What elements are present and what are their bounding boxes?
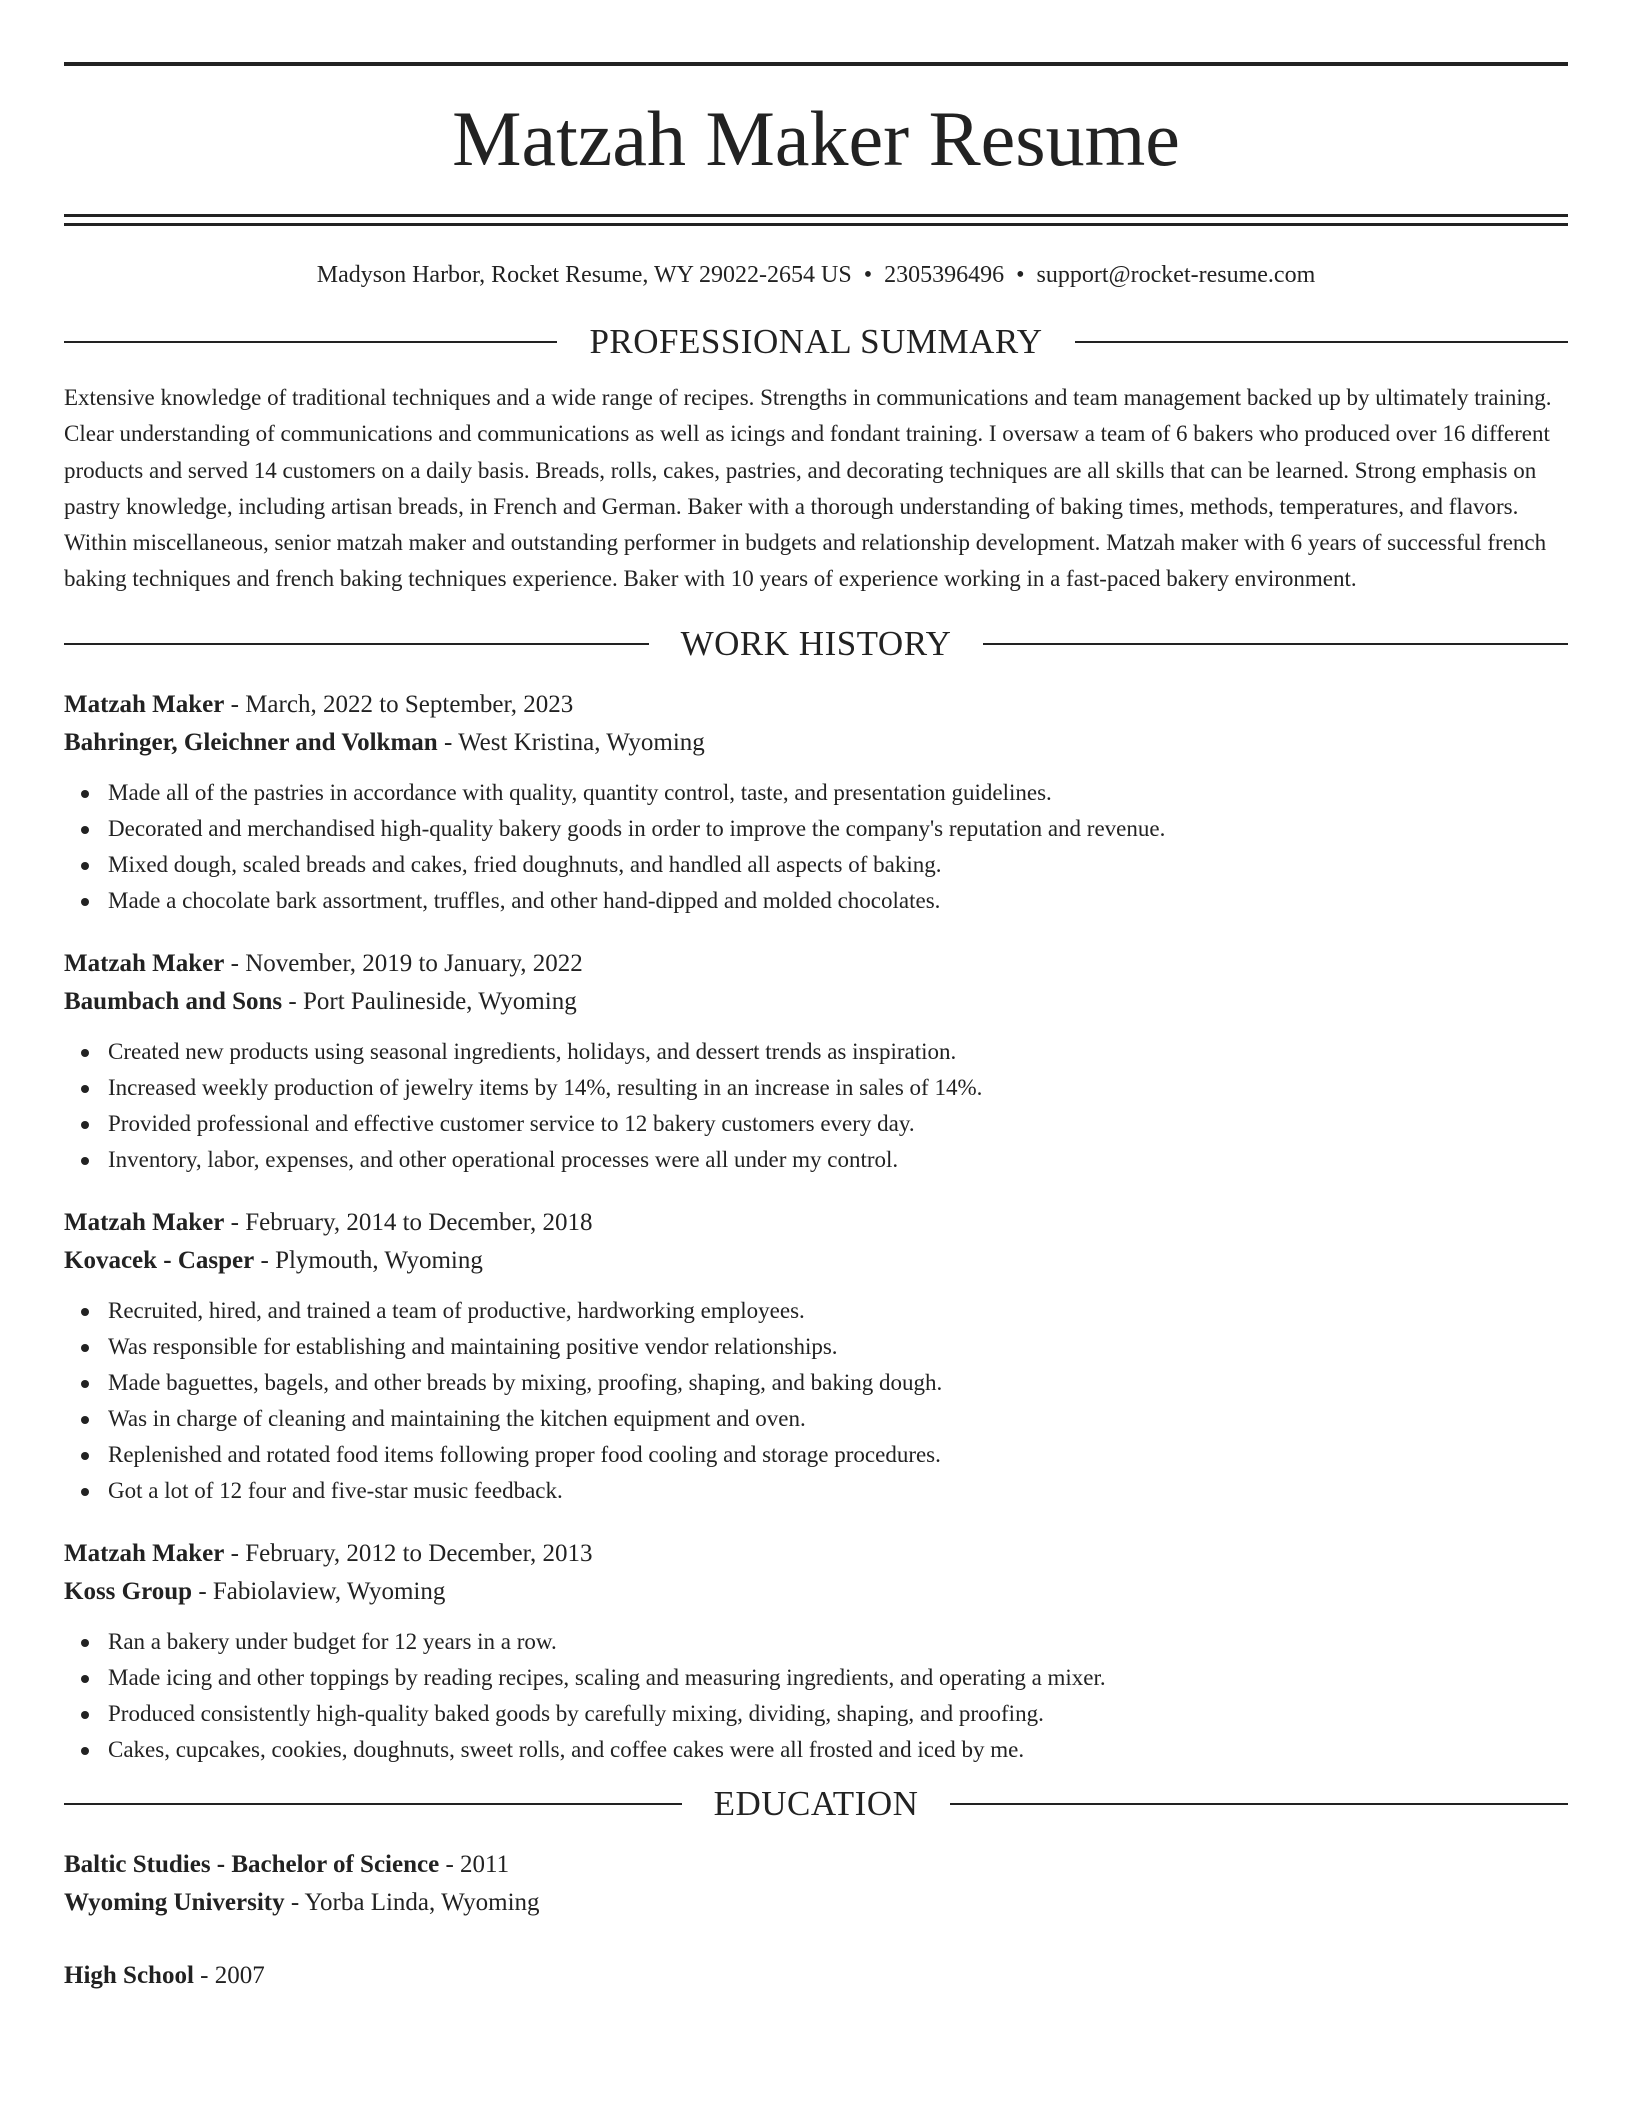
job-bullet: Increased weekly production of jewelry items by 14%, resulting in an increase in sales of 14%.	[64, 1070, 1568, 1106]
job-bullet: Mixed dough, scaled breads and cakes, fried doughnuts, and handled all aspects of baking.	[64, 847, 1568, 883]
contact-address: Madyson Harbor, Rocket Resume, WY 29022-2654 US	[316, 262, 852, 288]
job-entry	[64, 945, 1568, 1178]
job-bullet: Got a lot of 12 four and five-star music feedback.	[64, 1473, 1568, 1509]
contact-separator: •	[863, 262, 873, 288]
heading-rule-right	[950, 1803, 1568, 1805]
job-bullet: Created new products using seasonal ingredients, holidays, and dessert trends as inspiration.	[64, 1034, 1568, 1070]
professional-summary-text: Extensive knowledge of traditional techniques and a wide range of recipes. Strengths in communications and team management backed up by ultimately training. Clear understanding of communications and communications as well as icings and fondant training. I oversaw a team of 6 bakers who produced over 16 different products and served 14 customers on a daily basis. Breads, rolls, cakes, pastries, and decorating techniques are all skills that can be learned. Strong emphasis on pastry knowledge, including artisan breads, in French and German. Baker with a thorough understanding of baking times, methods, temperatures, and flavors. Within miscellaneous, senior matzah maker and outstanding performer in budgets and relationship development. Matzah maker with 6 years of successful french baking techniques and french baking techniques experience. Baker with 10 years of experience working in a fast-paced bakery environment.	[64, 385, 1552, 592]
title-rule-upper	[64, 214, 1568, 217]
job-location: - West Kristina, Wyoming	[437, 729, 705, 757]
job-dates: - February, 2014 to December, 2018	[224, 1208, 593, 1236]
job-entry	[64, 1535, 1568, 1768]
title-rule-lower	[64, 223, 1568, 226]
contact-phone: 2305396496	[884, 262, 1005, 288]
education-heading-label: EDUCATION	[713, 1783, 919, 1823]
resume-title: Matzah Maker Resume	[452, 95, 1180, 182]
job-bullet: Ran a bakery under budget for 12 years in a row.	[64, 1624, 1568, 1660]
job-bullet: Cakes, cupcakes, cookies, doughnuts, sweet rolls, and coffee cakes were all frosted and iced by me.	[64, 1732, 1568, 1768]
job-employer-line	[64, 1573, 1568, 1612]
education-school-line	[64, 1884, 1568, 1923]
job-employer: Bahringer, Gleichner and Volkman	[64, 729, 438, 757]
heading-rule-right	[1075, 341, 1568, 343]
job-bullet: Recruited, hired, and trained a team of productive, hardworking employees.	[64, 1293, 1568, 1329]
top-rule	[64, 62, 1568, 66]
job-bullet-list	[64, 1624, 1568, 1768]
education-school: Wyoming University	[64, 1889, 285, 1917]
job-title: Matzah Maker	[64, 690, 225, 718]
work-history-list	[64, 686, 1568, 1768]
job-dates: - March, 2022 to September, 2023	[224, 690, 574, 718]
job-dates: - November, 2019 to January, 2022	[224, 949, 583, 977]
job-location: - Port Paulineside, Wyoming	[282, 988, 577, 1016]
education-section-heading	[64, 1782, 1568, 1826]
heading-rule-left	[64, 1803, 682, 1805]
work-section-heading	[64, 622, 1568, 666]
job-title: Matzah Maker	[64, 949, 225, 977]
education-degree-line	[64, 1957, 1568, 1996]
job-bullet: Was in charge of cleaning and maintaining the kitchen equipment and oven.	[64, 1401, 1568, 1437]
job-employer: Kovacek - Casper	[64, 1247, 255, 1275]
work-heading-label: WORK HISTORY	[680, 623, 952, 663]
job-bullet-list	[64, 775, 1568, 919]
job-title: Matzah Maker	[64, 1208, 225, 1236]
resume-page	[64, 0, 1568, 1995]
job-entry	[64, 686, 1568, 919]
heading-rule-left	[64, 341, 557, 343]
job-employer-line	[64, 983, 1568, 1022]
job-location: - Plymouth, Wyoming	[254, 1247, 483, 1275]
contact-email: support@rocket-resume.com	[1036, 262, 1316, 288]
job-bullet-list	[64, 1034, 1568, 1178]
education-location: - Yorba Linda, Wyoming	[284, 1889, 540, 1917]
education-degree: Baltic Studies - Bachelor of Science	[64, 1850, 440, 1878]
summary-section-heading	[64, 320, 1568, 364]
contact-line	[64, 260, 1568, 290]
job-bullet: Made icing and other toppings by reading recipes, scaling and measuring ingredients, and operating a mixer.	[64, 1660, 1568, 1696]
job-employer-line	[64, 724, 1568, 763]
education-degree-line	[64, 1846, 1568, 1885]
education-year: - 2007	[193, 1961, 265, 1989]
job-dates: - February, 2012 to December, 2013	[224, 1539, 593, 1567]
job-bullet: Made baguettes, bagels, and other breads by mixing, proofing, shaping, and baking dough.	[64, 1365, 1568, 1401]
job-bullet: Made a chocolate bark assortment, truffles, and other hand-dipped and molded chocolates.	[64, 883, 1568, 919]
job-bullet-list	[64, 1293, 1568, 1509]
education-list	[64, 1846, 1568, 1996]
summary-heading-label: PROFESSIONAL SUMMARY	[589, 322, 1043, 361]
job-location: - Fabiolaview, Wyoming	[192, 1578, 446, 1606]
job-bullet: Replenished and rotated food items following proper food cooling and storage procedures.	[64, 1437, 1568, 1473]
job-title-line	[64, 686, 1568, 725]
job-employer-line	[64, 1242, 1568, 1281]
heading-rule-right	[983, 643, 1568, 645]
job-bullet: Provided professional and effective customer service to 12 bakery customers every day.	[64, 1106, 1568, 1142]
contact-separator: •	[1016, 262, 1025, 288]
job-bullet: Produced consistently high-quality baked goods by carefully mixing, dividing, shaping, and proofing.	[64, 1696, 1568, 1732]
job-title-line	[64, 1204, 1568, 1243]
job-entry	[64, 1204, 1568, 1509]
education-year: - 2011	[439, 1850, 510, 1878]
job-employer: Baumbach and Sons	[64, 988, 283, 1016]
job-bullet: Was responsible for establishing and maintaining positive vendor relationships.	[64, 1329, 1568, 1365]
job-title: Matzah Maker	[64, 1539, 225, 1567]
education-spacer	[64, 1923, 1568, 1957]
job-title-line	[64, 1535, 1568, 1574]
job-bullet: Decorated and merchandised high-quality bakery goods in order to improve the company's reputation and revenue.	[64, 811, 1568, 847]
job-title-line	[64, 945, 1568, 984]
job-bullet: Inventory, labor, expenses, and other operational processes were all under my control.	[64, 1142, 1568, 1178]
heading-rule-left	[64, 643, 649, 645]
job-bullet: Made all of the pastries in accordance with quality, quantity control, taste, and presentation guidelines.	[64, 775, 1568, 811]
job-employer: Koss Group	[64, 1578, 193, 1606]
education-degree: High School	[64, 1961, 194, 1989]
